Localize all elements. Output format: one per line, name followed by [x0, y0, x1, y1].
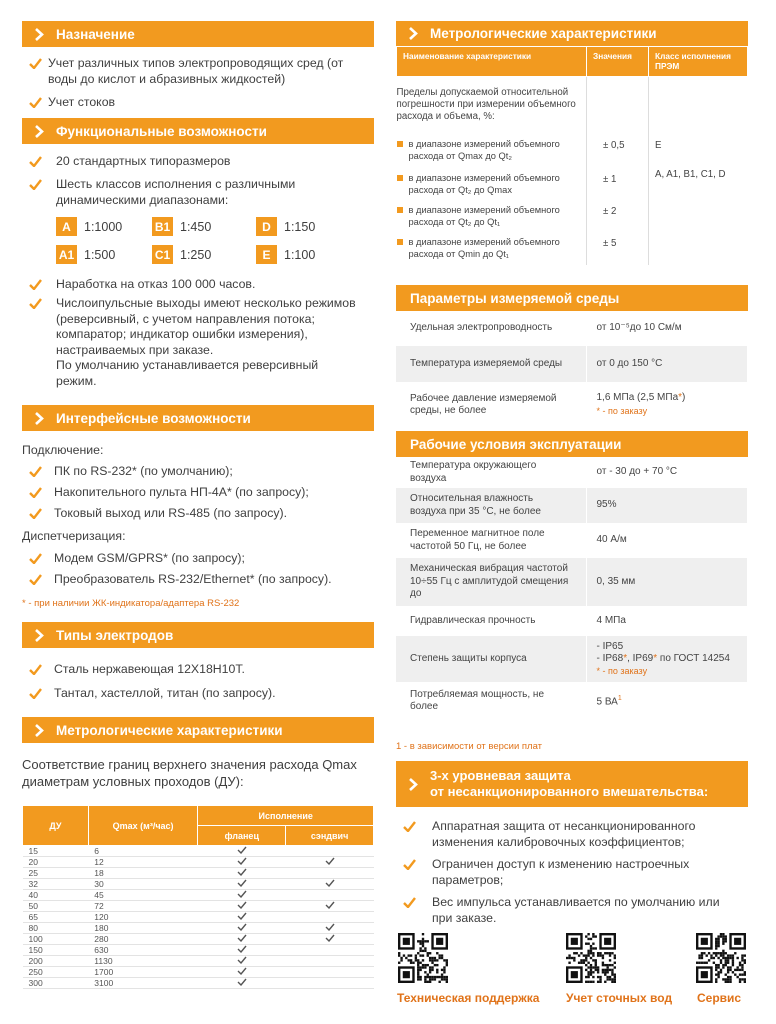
table-row: [23, 846, 374, 857]
list-item: Накопительного пульта НП-4А* (по запросу);: [22, 485, 374, 501]
check-icon: [22, 56, 48, 69]
table-row: [397, 233, 748, 265]
du-cell: 150: [23, 945, 89, 956]
chevron-right-icon: [396, 778, 430, 791]
class-badge: E 1:100: [256, 245, 315, 264]
du-table: [22, 805, 374, 989]
table-row: [23, 934, 374, 945]
qmax-cell: 30: [88, 879, 198, 890]
check-icon: [22, 506, 48, 519]
du-cell: 100: [23, 934, 89, 945]
square-bullet-icon: [397, 141, 403, 147]
metro-row-class: [649, 201, 748, 233]
check-icon: [237, 857, 247, 867]
power-footnote: 1 - в зависимости от версии плат: [396, 741, 543, 752]
check-icon: [396, 895, 422, 908]
check-icon: [22, 95, 48, 108]
protection-title-1: 3-х уровневая защита: [430, 768, 571, 783]
check-icon: [22, 464, 48, 477]
list-item: Наработка на отказ 100 000 часов.: [22, 277, 374, 293]
square-bullet-icon: [397, 207, 403, 213]
sandwich-cell: [286, 956, 374, 967]
list-item: 20 стандартных типоразмеров: [22, 154, 374, 170]
sandwich-cell: [286, 857, 374, 868]
qr-code-support-icon[interactable]: [398, 933, 448, 983]
table-row: [23, 868, 374, 879]
list-item: Преобразователь RS-232/Ethernet* (по запросу).: [22, 572, 374, 588]
check-icon: [325, 879, 335, 889]
sandwich-cell: [286, 879, 374, 890]
class-badge: C1 1:250: [152, 245, 211, 264]
metro-row-class: A, A1, B1, C1, D: [655, 168, 726, 180]
metro-row-class: [649, 233, 748, 265]
check-icon: [22, 277, 48, 290]
metro-description: Соответствие границ верхнего значения расхода Qmax диаметрам условных проходов (ДУ):: [22, 757, 357, 789]
metro-row-label: в диапазоне измерений объемного расхода от Qt₂ до Qt₁: [397, 201, 587, 233]
du-cell: 25: [23, 868, 89, 879]
table-row: [23, 901, 374, 912]
section-interface-header: [22, 405, 374, 431]
metro-table: [396, 46, 748, 265]
du-cell: 200: [23, 956, 89, 967]
du-cell: 20: [23, 857, 89, 868]
table-row: [397, 201, 748, 233]
col-exec: Исполнение: [198, 806, 374, 826]
list-item: Модем GSM/GPRS* (по запросу);: [22, 551, 374, 567]
metro-row-value: ± 1: [587, 169, 649, 201]
flange-cell: [198, 890, 286, 901]
check-icon: [237, 901, 247, 911]
list-item: Тантал, хастеллой, титан (по запросу).: [22, 686, 374, 702]
qmax-cell: 18: [88, 868, 198, 879]
sandwich-cell: [286, 945, 374, 956]
sandwich-cell: [286, 967, 374, 978]
check-icon: [22, 662, 48, 675]
metro-row-value: ± 2: [587, 201, 649, 233]
square-bullet-icon: [397, 175, 403, 181]
list-item: Шесть классов исполнения с различными динамическими диапазонами:: [22, 177, 374, 208]
square-bullet-icon: [397, 239, 403, 245]
section-metro-right-header: [396, 21, 748, 46]
qmax-cell: 1700: [88, 967, 198, 978]
check-icon: [325, 923, 335, 933]
protection-title-2: от несанкционированного вмешательства:: [430, 784, 709, 799]
qmax-cell: 1130: [88, 956, 198, 967]
qr-code-wastewater-icon[interactable]: [566, 933, 616, 983]
qr-code-service-icon[interactable]: [696, 933, 746, 983]
check-icon: [237, 923, 247, 933]
check-icon: [237, 967, 247, 977]
flange-cell: [198, 857, 286, 868]
col-qmax: Qmax (м³/час): [88, 806, 198, 846]
col-values: Значения: [587, 47, 649, 77]
check-icon: [396, 857, 422, 870]
check-icon: [237, 956, 247, 966]
sandwich-cell: [286, 923, 374, 934]
flange-cell: [198, 879, 286, 890]
flange-cell: [198, 912, 286, 923]
du-cell: 40: [23, 890, 89, 901]
class-badge: D 1:150: [256, 217, 315, 236]
metro-row-label: в диапазоне измерений объемного расхода от Qmin до Qt₁: [397, 233, 587, 265]
check-icon: [237, 912, 247, 922]
table-row: [23, 945, 374, 956]
du-table-body: [23, 846, 374, 989]
flange-cell: [198, 846, 286, 857]
class-badge: A 1:1000: [56, 217, 122, 236]
list-item: Числоипульсные выходы имеют несколько режимов (реверсивный, с учетом направления потока; компаратор; индикатор ошибки измерения), настраиваемых при заказе. По умолчанию устанавливается реверсивный режим.: [22, 296, 374, 389]
list-item: Токовый выход или RS-485 (по запросу).: [22, 506, 374, 522]
list-item: Аппаратная защита от несанкционированного изменения калибровочных коэффициентов;: [396, 819, 748, 850]
du-cell: 15: [23, 846, 89, 857]
sandwich-cell: [286, 912, 374, 923]
operating-table: Температура окружающего воздуха от - 30 до + 70 °С Относительная влажность воздуха при 35 °С, не более 95% Переменное магнитное поле частотой 50 Гц, не более 40 А/м Механическая вибрация частотой 10÷55 Гц с амплитудой смещения до 0, 35 мм Гидравлическая прочность 4 МПа Степень защиты корпуса - IP65 - IP68*, IP69* по ГОСТ 14254 * - по заказу Потребляемая мощность, не более 5 $ВА^1$: [396, 457, 748, 720]
chevron-right-icon: [22, 28, 56, 41]
list-item: ПК по RS-232* (по умолчанию);: [22, 464, 374, 480]
interface-footnote: * - при наличии ЖК-индикатора/адаптера RS-232: [22, 598, 240, 609]
sandwich-cell: [286, 934, 374, 945]
du-cell: 50: [23, 901, 89, 912]
flange-cell: [198, 868, 286, 879]
check-icon: [22, 485, 48, 498]
chevron-right-icon: [22, 629, 56, 642]
metro-row-label: в диапазоне измерений объемного расхода от Qmax до Qt₂: [397, 135, 587, 169]
class-badge: B1 1:450: [152, 217, 211, 236]
check-icon: [22, 686, 48, 699]
list-item: Вес импульса устанавливается по умолчанию или при заказе.: [396, 895, 748, 926]
flange-cell: [198, 956, 286, 967]
flange-cell: [198, 978, 286, 989]
qmax-cell: 180: [88, 923, 198, 934]
table-row: [23, 879, 374, 890]
metro-row-label: в диапазоне измерений объемного расхода от Qt₂ до Qmax: [397, 169, 587, 201]
col-du: ДУ: [23, 806, 89, 846]
check-icon: [325, 934, 335, 944]
check-icon: [237, 868, 247, 878]
section-operating-header: [396, 431, 748, 457]
section-purpose-header: [22, 21, 374, 47]
du-cell: 300: [23, 978, 89, 989]
medium-table: Удельная электропроводность от 10⁻⁵до 10 См/м Температура измеряемой среды от 0 до 150 °С Рабочее давление измеряемой среды, не более 1,6 МПа (2,5 МПа*) * - по заказу: [396, 311, 748, 428]
du-cell: 80: [23, 923, 89, 934]
metro-row-class: E: [655, 139, 662, 151]
table-row: [23, 857, 374, 868]
col-sandwich: сэндвич: [286, 826, 374, 846]
list-item: Учет различных типов электропроводящих сред (от воды до кислот и абразивных жидкостей): [22, 56, 374, 87]
qmax-cell: 6: [88, 846, 198, 857]
flange-cell: [198, 901, 286, 912]
wastewater-link[interactable]: Учет сточных вод: [566, 991, 673, 1005]
du-cell: 65: [23, 912, 89, 923]
du-cell: 250: [23, 967, 89, 978]
metro-row-value: ± 0,5: [587, 135, 649, 169]
section-title: Параметры измеряемой среды: [410, 290, 620, 306]
flange-cell: [198, 967, 286, 978]
sandwich-cell: [286, 846, 374, 857]
section-metro-left-header: [22, 717, 374, 743]
class-badge: A1 1:500: [56, 245, 115, 264]
chevron-right-icon: [22, 125, 56, 138]
check-icon: [22, 177, 48, 190]
list-item: Сталь нержавеющая 12Х18Н10Т.: [22, 662, 374, 678]
section-title: Рабочие условия эксплуатации: [410, 436, 622, 452]
check-icon: [22, 551, 48, 564]
dispatch-label: Диспетчеризация:: [22, 529, 126, 543]
flange-cell: [198, 934, 286, 945]
chevron-right-icon: [22, 412, 56, 425]
list-item: Учет стоков: [22, 95, 374, 111]
sandwich-cell: [286, 890, 374, 901]
flange-cell: [198, 923, 286, 934]
check-icon: [237, 945, 247, 955]
check-icon: [22, 296, 48, 309]
section-protection-header: [396, 761, 748, 807]
sandwich-cell: [286, 978, 374, 989]
check-icon: [237, 978, 247, 988]
qmax-cell: 120: [88, 912, 198, 923]
check-icon: [325, 901, 335, 911]
metro-intro: Пределы допускаемой относительной погрешности при измерении объемного расхода и объема, %:: [397, 77, 587, 135]
table-row: [397, 135, 748, 169]
sandwich-cell: [286, 901, 374, 912]
check-icon: [396, 819, 422, 832]
flange-cell: [198, 945, 286, 956]
section-title: Типы электродов: [56, 627, 174, 643]
qmax-cell: 72: [88, 901, 198, 912]
support-link[interactable]: Техническая поддержка: [397, 991, 540, 1005]
check-icon: [325, 857, 335, 867]
qmax-cell: 630: [88, 945, 198, 956]
col-characteristic: Наименование характеристики: [397, 47, 587, 77]
table-row: [23, 978, 374, 989]
du-cell: 32: [23, 879, 89, 890]
qmax-cell: 12: [88, 857, 198, 868]
qmax-cell: 45: [88, 890, 198, 901]
table-row: [23, 956, 374, 967]
check-icon: [237, 879, 247, 889]
qmax-cell: 3100: [88, 978, 198, 989]
section-functional-header: [22, 118, 374, 144]
chevron-right-icon: [22, 724, 56, 737]
sandwich-cell: [286, 868, 374, 879]
chevron-right-icon: [396, 27, 430, 40]
list-item: Ограничен доступ к изменению настроечных параметров;: [396, 857, 748, 888]
table-row: [23, 923, 374, 934]
table-row: [23, 890, 374, 901]
connect-label: Подключение:: [22, 443, 104, 457]
col-flange: фланец: [198, 826, 286, 846]
table-row: [23, 912, 374, 923]
table-row: [23, 967, 374, 978]
section-title: Метрологические характеристики: [430, 26, 657, 41]
check-icon: [22, 572, 48, 585]
check-icon: [237, 934, 247, 944]
table-row: [397, 169, 748, 201]
section-title: Метрологические характеристики: [56, 722, 283, 738]
section-electrodes-header: [22, 622, 374, 648]
section-title: Назначение: [56, 26, 135, 42]
check-icon: [22, 154, 48, 167]
section-title: Функциональные возможности: [56, 123, 267, 139]
check-icon: [237, 846, 247, 856]
check-icon: [237, 890, 247, 900]
qmax-cell: 280: [88, 934, 198, 945]
section-title: Интерфейсные возможности: [56, 410, 251, 426]
col-class: Класс исполнения ПРЭМ: [649, 47, 748, 77]
service-link[interactable]: Сервис: [697, 991, 742, 1005]
section-medium-header: [396, 285, 748, 311]
metro-row-value: ± 5: [587, 233, 649, 265]
